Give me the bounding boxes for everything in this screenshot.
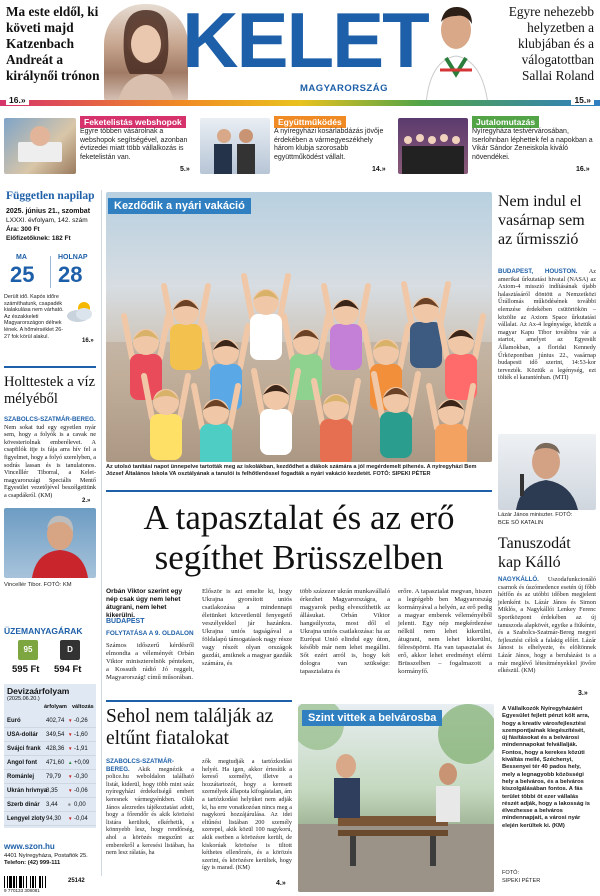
barcode-bar	[42, 876, 43, 888]
city-photo	[298, 704, 494, 892]
main-photo-label: Kezdődik a nyári vakáció	[108, 198, 251, 214]
space-body: Az amerikai űrkutatási hivatal (NASA) az Axiom-4 misszió indításának újabb halasztásáról döntött a Nemzetközi Űrállomás működésének további elemzése érdekében csütörtökön – közölte az Axiom Space űrkutatási vállalat. Az Ax-4 legénysége, köztük a magyar Kapu Tibor továbbra vár a startot, amelyet az Egyesült Államokban, a floridai Kennedy Űrközpontban június 22., vasárnap budapesti idő szerint, 14:53-kor tervezték. Köztük a legénység, ezt tölték el karanténban. (MTI)	[498, 268, 596, 382]
fx-row	[4, 812, 96, 826]
lead-continued[interactable]: FOLYTATÁSA A 9. OLDALON	[106, 630, 194, 637]
fx-currency: Románlej	[7, 774, 35, 780]
child-shirt	[170, 324, 202, 370]
right-teaser-page[interactable]: 15.»	[571, 95, 594, 105]
lead-headline[interactable]: A tapasztalat és az erő segíthet Brüsszelben	[143, 498, 455, 577]
fx-currency: Euró	[7, 718, 21, 724]
main-photo-block[interactable]	[106, 192, 492, 484]
woman-photo	[104, 4, 188, 102]
teaser-webshop-page[interactable]: 5.»	[180, 166, 190, 173]
school-text	[498, 576, 596, 675]
weather-tomorrow-temp: 28	[58, 262, 83, 287]
fx-rows	[4, 714, 96, 826]
school-page[interactable]: 3.»	[578, 690, 588, 697]
child-shirt	[435, 424, 467, 462]
dash-icon: ■	[68, 802, 71, 807]
barcode-bar	[7, 876, 8, 888]
fx-change: 0,00	[74, 802, 86, 808]
fx-price: 79,79	[46, 774, 62, 780]
issue-volume: LXXXI. évfolyam, 142. szám	[6, 217, 88, 224]
fx-row	[4, 714, 96, 728]
right-column	[498, 190, 596, 702]
fx-change: -1,60	[74, 732, 88, 738]
arrow-down-icon: ▼	[68, 746, 73, 751]
masthead	[0, 0, 600, 110]
fx-box	[4, 684, 96, 828]
cloud-sun-icon	[64, 300, 96, 324]
barcode-bar	[16, 876, 17, 888]
barcode-bar	[30, 876, 31, 888]
arrow-down-icon: ▼	[68, 788, 73, 793]
sidebar-story[interactable]	[4, 366, 96, 626]
fx-price: 349,54	[46, 732, 65, 738]
lead-story[interactable]	[106, 490, 492, 698]
sidebar-story-place: SZABOLCS-SZATMÁR-BEREG.	[4, 416, 96, 423]
school-body: Uszodafunkcionáló csarnok és úszómedence esetén új főbb hétfőn és az utóbbi időben megjelent jelenként is. Lázár János és Simon Miklós, a Nagykállói Lenkey Ferenc Sportközpont érdekében az új tanuszoda alapkövét, egyike a fiúkénte, és a Szabolcs-Szatmár-Bereg megyei fejlesztési célok a falakig előírt. Lázár Jánost is elhelyezte, és elöltönnek Lázár János, hogy a beruházást is a már meglévő létesítményekkel jövőre elkészül. (KM)	[498, 576, 596, 675]
diesel-pump-icon	[60, 640, 80, 660]
arrow-up-icon: ▲	[68, 760, 73, 765]
barcode-bar	[26, 876, 27, 888]
city-label: Szint vittek a belvárosba	[302, 710, 442, 726]
diesel-price: 594 Ft	[54, 664, 82, 675]
fx-row	[4, 798, 96, 812]
fx-date: (2025.06.20.)	[7, 696, 40, 702]
left-teaser[interactable]: Ma este eldől, ki követi majd Katzenbach Andreát a királynői trónon	[6, 4, 100, 83]
child-shirt	[200, 424, 232, 462]
left-teaser-page[interactable]: 16.»	[6, 95, 29, 105]
teaser-reward-trip-text: Nyíregyháza testvérvárosában, Iserlohnban léphettek fel a napokban a Vikár Sándor Zeneiskola kiváló növendékei.	[472, 128, 593, 161]
barcode-bar	[19, 876, 22, 888]
footballer-photo	[420, 0, 490, 104]
weather-divider	[50, 256, 51, 288]
arrow-down-icon: ▼	[68, 816, 73, 821]
main-photo	[106, 192, 492, 462]
fx-change: -0,30	[74, 774, 88, 780]
webshop-photo	[4, 118, 76, 174]
child-shirt	[260, 409, 292, 455]
sublogo: MAGYARORSZÁG	[300, 83, 388, 94]
contact-phone: Telefon: (42) 999-111	[4, 860, 61, 866]
teaser-reward-trip[interactable]	[398, 114, 596, 178]
sidebar-story-page[interactable]: 2.»	[82, 498, 91, 504]
missing-page[interactable]: 4.»	[276, 880, 286, 887]
petrol-pump-label: 95	[23, 645, 33, 654]
weather-box	[4, 252, 96, 352]
sidebar-story-body: Nem sokat tud egy egyetlen nyár sem, hogy a folyók is a cavak ne kövesteriolnak emberélevet. A csapfilók itje is fája arra hív fel a figyelmet, hogy a folyó szerelyben, a sodrás lassan és is tanulatonos. Vincelllér Tiborral, a Kelet-magyarországi Speciális Mentő Egyesület vezetőjével beszélgettünk a csapdákról. (KM)	[4, 423, 96, 499]
fuel-box	[4, 626, 96, 678]
weather-today-temp: 25	[10, 262, 35, 287]
fx-title: Devizaárfolyam	[7, 686, 70, 696]
teaser-webshop[interactable]	[4, 114, 198, 178]
barcode-bar	[23, 876, 24, 888]
children-photo	[106, 192, 492, 462]
missing-headline[interactable]: Sehol nem találják az eltűnt fiatalokat	[106, 706, 274, 749]
fx-currency: Szerb dinár	[7, 802, 40, 808]
school-credit-1: Lázár János miniszter. FOTÓ:	[498, 512, 573, 518]
lead-col-3: több százezer ukrán munkavállaló érkezhet Magyarországra, a magyarok pedig elveszíthetik az állásukat. Orbán Viktor hangsúlyozta, most dől el Ukrajna uniós csatlakozása: ha az Európai Unió elindul egy úton, később már nem lehet megállni. Sőt ezért arról is, hogy két dologra van szüksége: tapasztalatra és	[300, 588, 390, 675]
diesel-pump-label: D	[67, 645, 73, 654]
fx-change: +0,09	[74, 760, 90, 766]
fx-currency: Lengyel zloty	[7, 816, 46, 822]
contact-web[interactable]: www.szon.hu	[4, 842, 55, 851]
school-credit-2: BCE SÖ KATALIN	[498, 520, 544, 526]
fx-change: -0,26	[74, 718, 88, 724]
child-shirt	[250, 314, 282, 360]
teaser-reward-trip-title: Jutalomutazás	[472, 116, 539, 128]
city-text: A Vállalkozók Nyíregyházáért Egyesület fejlett pénzt költ arra, hogy a kreatív városfejlesztési szempontjainak kiegészítését, új fásításokat és a belvárosi mindennapokat felvállalják. Fontos, hogy a kerekes közúti kiváltás mellé, Széchenyi, Bessenyei tér 40 pados hely, mely a legnagyobb közösségi hely a belváros, és a belváros kiszolgálásában fontos. A fás terület többi öt ezer vállalás részét adják, hogy a lakosság is élvezhesse a belváros mindennapjait, a városi nyár elején kerültek ki. (KM)	[502, 706, 590, 829]
child-shirt	[320, 419, 352, 462]
paper-name: Független napilap	[6, 190, 95, 202]
logo[interactable]: KELET	[182, 0, 428, 84]
teaser-cooperation-text: A nyíregyházi kosárlabdázás jövője érdekében a vármegyeszékhely három klubja szorosabb együttműködést vállalt.	[274, 128, 384, 161]
city-credit-1: FOTÓ:	[502, 870, 520, 876]
missing-col-1-text: Akik megnézik a police.hu weboldalon található listát, kiderül, hogy több mint száz nyíregyházi érdekeltségű embert keresnek vármegyénkben. Oláh János alezredes tájékoztatást adott, hogy a főrendőr és akik körözési listára kerültek, elkérhetik, s könnyebb lesz, hogy rendőrség, ahol a körözés megszűnt az emberekről a keresési listában, ha nem lesz rálatás, ha	[106, 765, 194, 857]
barcode-bar	[45, 876, 46, 888]
missing-story[interactable]	[106, 700, 292, 892]
fx-currency: Angol font	[7, 760, 37, 766]
barcode-bar	[35, 876, 36, 888]
fuel-title: ÜZEMANYAGÁRAK	[4, 626, 83, 636]
right-teaser[interactable]: Egyre nehezebb helyzetben a klubjában és a válogatottban Sallai Roland	[508, 4, 594, 83]
vincellér-photo	[4, 508, 96, 578]
missing-col-2: zők megtudják a tartózkodási helyét. Ha igen, akkor értesítik a kereső személyt, illetve a hozzátartozót, hogy a keresett személyek állapota kifogástalan, ám a tartózkodási helyüket nem adják ki, ha erre vonatkozóan nincs meg a nagykorú hozzájárulása. Az idei eltűnési listában 200 személy szerepel, akik közül 100 nagykorú, akik esetben a körözésre került, de kiskorúak körözése is tiltott kéthetes ellenőrzés, és a körözés szerint, és körözésre kerültek, hogy így is marad. (KM)	[202, 758, 292, 872]
fx-price: 3,44	[46, 802, 58, 808]
city-story[interactable]	[298, 704, 594, 892]
sidebar-story-headline[interactable]: Holttestek a víz mélyéből	[4, 374, 96, 407]
reward-trip-photo	[398, 118, 468, 174]
weather-today-label: MA	[16, 254, 27, 261]
fx-row	[4, 770, 96, 784]
fx-change: -1,91	[74, 746, 88, 752]
city-credit-2: SIPEKI PÉTER	[502, 878, 541, 884]
school-place: NAGYKÁLLÓ.	[498, 576, 539, 583]
petrol-price: 595 Ft	[12, 664, 40, 675]
petrol-pump-icon	[18, 640, 38, 660]
space-text	[498, 268, 596, 382]
sidebar-story-text	[4, 416, 96, 500]
fx-row	[4, 728, 96, 742]
issue-subscription-price: Előfizetőknek: 182 Ft	[6, 235, 71, 242]
arrow-down-icon: ▼	[68, 732, 73, 737]
barcode-bar	[39, 876, 41, 888]
child-shirt	[410, 322, 442, 368]
fx-col-price: árfolyam	[44, 704, 67, 710]
missing-col-1	[106, 758, 194, 857]
child-shirt	[330, 324, 362, 370]
weather-tomorrow-label: HOLNAP	[58, 254, 88, 261]
lead-col-4: erőre. A tapasztalat megvan, hiszen a legrégebb ben Magyarország kormányával a helyén, az erő pedig a magyar emberek véleményéből jelenti. Egy nép megkérdezése nélkül nem lehet kikerülni, átugrani, nem lehet kikerülni, félresöpörni. Ha van tapasztalat és erő, akkor lehet eredményt elérni Brüsszelben – fogalmazott a kormányfő.	[398, 588, 492, 675]
cooperation-photo	[200, 118, 270, 174]
fx-currency: Svájci frank	[7, 746, 41, 752]
lead-col-1: Számos időszerű kérdésről elmondta a véleményét Orbán Viktor miniszterelnök pénteken, a Kossuth rádió Jó reggelt, Magyarország! című műsorában.	[106, 642, 194, 681]
color-strip	[0, 100, 600, 106]
barcode	[4, 876, 102, 894]
teaser-webshop-title: Feketelistás webshopok	[80, 116, 186, 128]
left-sidebar	[0, 186, 100, 892]
space-headline[interactable]: Nem indul el vasárnap sem az űrmisszió	[498, 193, 585, 248]
fx-price: 471,60	[46, 760, 65, 766]
issue-price: Ára: 300 Ft	[6, 226, 40, 233]
fx-row	[4, 742, 96, 756]
child-shirt	[150, 414, 182, 460]
arrow-down-icon: ▼	[68, 718, 73, 723]
teaser-cooperation-title: Együttműködés	[274, 116, 346, 128]
teaser-cooperation[interactable]	[200, 114, 396, 178]
barcode-bar	[32, 876, 34, 888]
teaser-cooperation-page[interactable]: 14.»	[372, 166, 386, 173]
lead-intro: Orbán Viktor szerint egy nép csak úgy nem lehet átugrani, nem lehet kikerülni.	[106, 588, 183, 619]
arrow-down-icon: ▼	[68, 774, 73, 779]
fx-price: 428,36	[46, 746, 65, 752]
contact-address: 4401 Nyíregyháza, Postafiók 25.	[4, 853, 88, 859]
barcode-number: 9 770133 308081	[4, 888, 40, 893]
fx-price: 8,35	[46, 788, 58, 794]
fx-row	[4, 756, 96, 770]
space-place: BUDAPEST, HOUSTON.	[498, 268, 578, 275]
barcode-bar	[4, 876, 5, 888]
fx-change: -0,06	[74, 788, 88, 794]
missing-place: SZABOLCS-SZATMÁR-BEREG.	[106, 758, 174, 773]
issue-date: 2025. június 21., szombat	[6, 208, 91, 215]
missing-rule	[106, 700, 292, 702]
lead-place: BUDAPEST	[106, 618, 145, 625]
barcode-bar	[13, 876, 15, 888]
sidebar-divider	[101, 190, 102, 890]
teaser-reward-trip-page[interactable]: 16.»	[576, 166, 590, 173]
lead-col-2: Először is azt emelte ki, hogy Ukrajna gyorsított uniós csatlakozása a mindennapi életünket közvetlenül fenyegető veszélyekkel jár hazánkra. Ukrajna uniós tagságával a földalapú támogatások nagy része vagy részét olyan országok gazdái, amiknek a magyar gazdák számára, és	[202, 588, 292, 667]
fx-row	[4, 784, 96, 798]
fx-col-change: változás	[72, 704, 94, 710]
child-shirt	[380, 412, 412, 458]
barcode-bar	[9, 876, 12, 888]
fx-currency: Ukrán hrivnya	[7, 788, 48, 794]
lazar-photo	[498, 434, 596, 510]
main-photo-caption: Az utolsó tanítási napot ünnepelve tartották meg az iskolákban, kezdődhet a diákok számára a jól megérdemelt pihenés. A nyíregyházi Bem József Általános Iskola VA osztályának a tanulói is felhőtlenössel fogadták a nyári vakáció kezdetét. FOTÓ: SIPEKI PÉTER	[106, 464, 477, 477]
barcode-issue: 25142	[68, 878, 85, 884]
weather-text: Derült idő. Kapós időre számíthatunk, csapadék kialakulása nem várható. Az északkeleti Magyarországon délnek lének. A hőmérséklet 26-27 fok körül alakul.	[4, 294, 64, 340]
weather-page[interactable]: 16.»	[82, 338, 94, 344]
fx-price: 94,30	[46, 816, 62, 822]
teaser-strip	[0, 110, 600, 182]
fx-price: 402,74	[46, 718, 65, 724]
school-headline[interactable]: Tanuszodát kap Kálló	[498, 535, 571, 571]
fx-currency: USA-dollár	[7, 732, 39, 738]
fx-change: -0,04	[74, 816, 88, 822]
teaser-webshop-text: Egyre többen vásárolnak a webshopok segítségével, azonban évtizedei miatt több vállalkozás is feketelistán van.	[80, 128, 188, 161]
lead-rule	[106, 490, 492, 492]
sidebar-story-credit: Vincellér Tibor. FOTÓ: KM	[4, 582, 72, 588]
barcode-bars	[4, 876, 64, 888]
